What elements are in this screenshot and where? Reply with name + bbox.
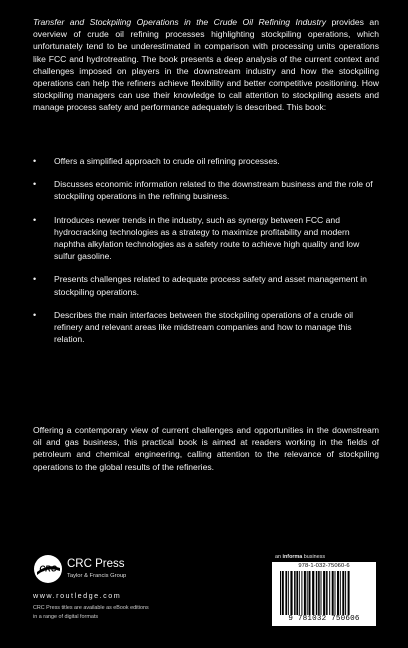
bullet-icon: • — [33, 309, 37, 320]
barcode-bar — [294, 571, 296, 615]
ebook-note-line: CRC Press titles are available as eBook editions — [33, 605, 149, 611]
bullet-icon: • — [33, 156, 37, 166]
publisher-name: CRC Press — [67, 558, 125, 570]
barcode-bar — [337, 571, 339, 615]
barcode-bar — [329, 571, 330, 615]
barcode-bar — [312, 571, 314, 615]
barcode-bar — [307, 571, 308, 615]
isbn-label: 978-1-032-75060-6 — [298, 563, 350, 569]
intro-text: provides an overview of crude oil refining processes highlighting stockpiling operations, which unfortunately tend to be underestimated in comparison with processing units operations like FCC and hydrotreating. The book presents a deep analysis of the current context and challenges imposed on players in the downstream industry and how the stockpiling operations can help the refiners achieve flexibility and better competitive positioning. How stockpiling managers can use their knowledge to call attention to stockpiling assets and manage process safety and performance adequately is described. This book: — [33, 17, 379, 113]
list-item — [33, 155, 379, 167]
list-item-text: Introduces newer trends in the industry, such as synergy between FCC and hydrocracking technologies as a strategy to maximize profitability and modern naphtha alkylation technologies as a safety route to achieve high quality and low sulfur gasoline. — [54, 214, 360, 262]
barcode-bar — [323, 571, 325, 615]
barcode-bar — [309, 571, 311, 615]
list-item-text: Offers a simplified approach to crude oil refining processes. — [54, 156, 280, 166]
list-item — [33, 178, 379, 202]
barcode-bar — [290, 571, 292, 615]
intro-paragraph — [33, 16, 379, 114]
list-item — [33, 214, 379, 263]
bullet-icon: • — [33, 214, 37, 225]
barcode-bar — [296, 571, 298, 615]
barcode-bar — [304, 571, 306, 615]
barcode-bar — [285, 571, 287, 615]
ebook-note — [33, 604, 193, 621]
crc-logo-icon — [33, 554, 63, 584]
isbn-barcode — [272, 562, 376, 626]
barcode-bar — [282, 571, 284, 615]
barcode-bar — [299, 571, 300, 615]
barcode-bar — [280, 571, 281, 615]
barcode-bar — [326, 571, 328, 615]
list-item — [33, 309, 379, 346]
feature-list — [33, 155, 379, 356]
barcode-bar — [288, 571, 289, 615]
barcode-bar — [340, 571, 341, 615]
isbn-digits: 9 781032 750606 — [288, 615, 360, 623]
closing-paragraph: Offering a contemporary view of current challenges and opportunities in the downstream oil and gas business, this practical book is aimed at readers working in the fields of petroleum and chemical engineering, calling attention to the relevance of stockpiling operations to the global results of the refineries. — [33, 425, 379, 472]
barcode-bar — [316, 571, 318, 615]
list-item — [33, 273, 379, 297]
barcode-bar — [321, 571, 322, 615]
barcode-bar — [301, 571, 302, 615]
barcode-bar — [335, 571, 336, 615]
barcode-bars — [279, 571, 371, 615]
informa-tagline: an informa business — [275, 554, 326, 560]
bullet-icon: • — [33, 274, 37, 285]
logo-text: CRC — [39, 564, 57, 574]
barcode-bar — [332, 571, 334, 615]
list-item-text: Presents challenges related to adequate process safety and asset management in stockpiling operations. — [54, 274, 367, 297]
barcode-bar — [348, 571, 350, 615]
barcode-bar — [318, 571, 320, 615]
barcode-bar — [342, 571, 344, 615]
publisher-group: Taylor & Francis Group — [67, 573, 127, 579]
barcode-bar — [345, 571, 346, 615]
ebook-note-line: in a range of digital formats — [33, 613, 99, 620]
website-link[interactable]: www.routledge.com — [33, 591, 122, 600]
list-item-text: Describes the main interfaces between the stockpiling operations of a crude oil refinery and relevant areas like midstream companies and how to manage this relation. — [54, 309, 354, 345]
publisher-logo — [33, 554, 233, 588]
book-title: Transfer and Stockpiling Operations in the Crude Oil Refining Industry — [33, 17, 327, 27]
list-item-text: Discusses economic information related to the downstream business and the role of stockpiling operations in the refining business. — [54, 179, 373, 202]
bullet-icon: • — [33, 179, 37, 190]
